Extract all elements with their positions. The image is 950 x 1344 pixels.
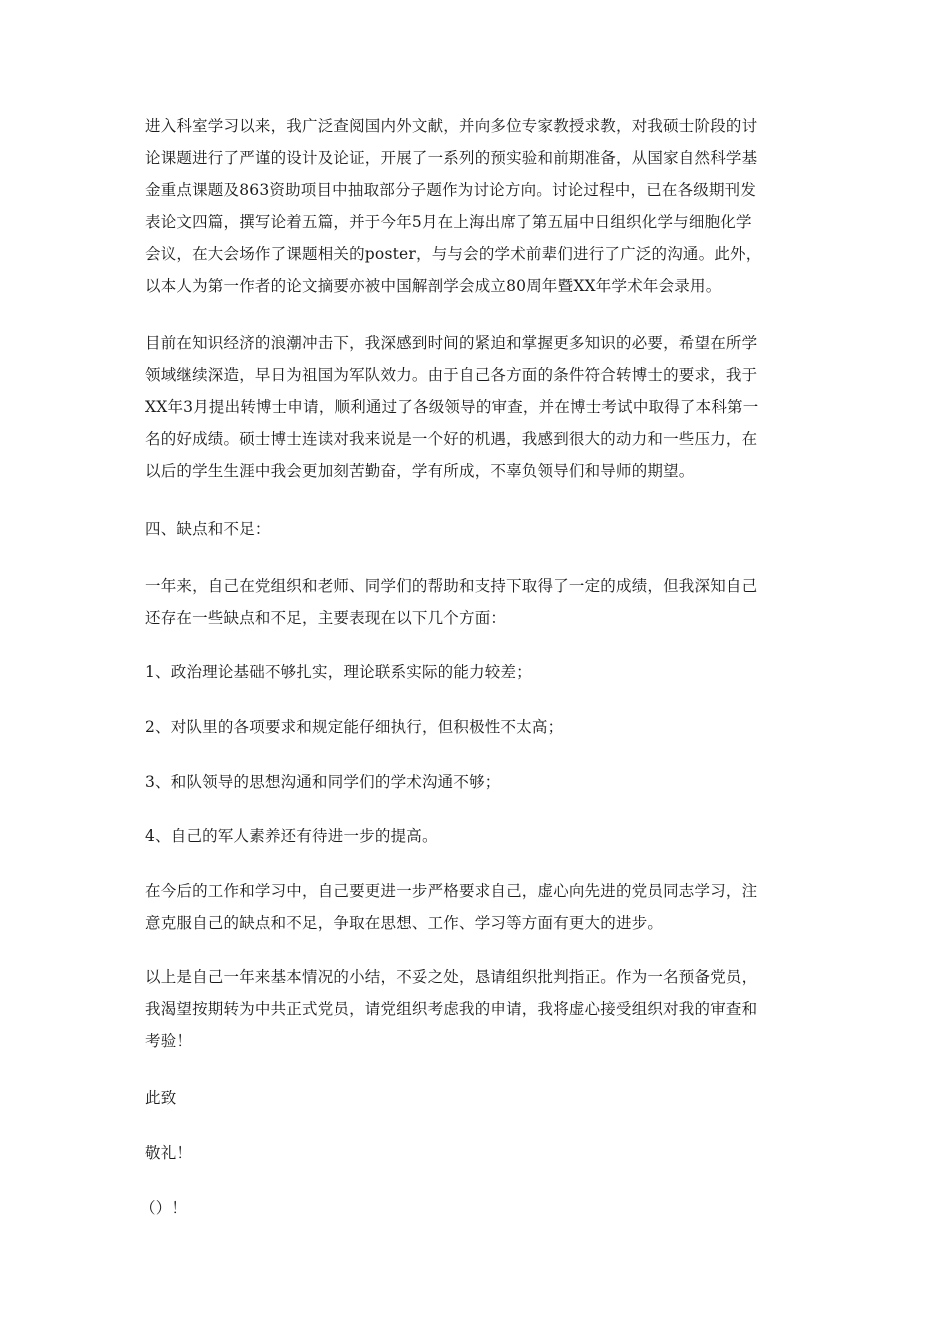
text-line: 进入科室学习以来，我广泛查阅国内外文献，并向多位专家教授求教，对我硕士阶段的讨 xyxy=(145,117,758,135)
text-line: 表论文四篇，撰写论着五篇，并于今年5月在上海出席了第五届中日组织化学与细胞化学 xyxy=(145,213,752,231)
text-line: 我渴望按期转为中共正式党员，请党组织考虑我的申请，我将虚心接受组织对我的审查和 xyxy=(145,1000,758,1018)
text-line: 在今后的工作和学习中，自己要更进一步严格要求自己，虚心向先进的党员同志学习，注 xyxy=(145,882,758,900)
text-line: 领域继续深造，早日为祖国为军队效力。由于自己各方面的条件符合转博士的要求，我于 xyxy=(145,366,758,384)
text-line: 名的好成绩。硕士博士连读对我来说是一个好的机遇，我感到很大的动力和一些压力，在 xyxy=(145,430,758,448)
text-line: 以上是自己一年来基本情况的小结，不妥之处，恳请组织批判指正。作为一名预备党员， xyxy=(145,968,758,986)
list-item-3 xyxy=(145,766,805,798)
text-line: 此致 xyxy=(145,1089,177,1107)
section-heading-shortcomings xyxy=(145,513,805,545)
text-line: 金重点课题及863资助项目中抽取部分子题作为讨论方向。讨论过程中，已在各级期刊发 xyxy=(145,181,757,199)
text-line: 论课题进行了严谨的设计及论证，开展了一系列的预实验和前期准备，从国家自然科学基 xyxy=(145,149,758,167)
text-line: 一年来，自己在党组织和老师、同学们的帮助和支持下取得了一定的成绩，但我深知自己 xyxy=(145,577,758,595)
text-line: 目前在知识经济的浪潮冲击下，我深感到时间的紧迫和掌握更多知识的必要，希望在所学 xyxy=(145,334,758,352)
paragraph-shortcomings-intro xyxy=(145,570,805,634)
text-line: 4、自己的军人素养还有待进一步的提高。 xyxy=(145,827,438,845)
text-line: （）！ xyxy=(140,1199,188,1217)
paragraph-research-progress xyxy=(145,110,805,302)
list-item-4 xyxy=(145,820,805,852)
paragraph-future-plan xyxy=(145,875,805,939)
text-line: 考验！ xyxy=(145,1032,193,1050)
text-line: 3、和队领导的思想沟通和同学们的学术沟通不够； xyxy=(145,773,501,791)
text-line: 以本人为第一作者的论文摘要亦被中国解剖学会成立80周年暨XX年学术年会录用。 xyxy=(145,277,722,295)
closing-placeholder xyxy=(140,1192,800,1224)
text-line: 意克服自己的缺点和不足，争取在思想、工作、学习等方面有更大的进步。 xyxy=(145,914,664,932)
closing-cizhi xyxy=(145,1082,805,1114)
paragraph-summary-request xyxy=(145,961,805,1057)
closing-jingli xyxy=(145,1137,805,1169)
list-item-1 xyxy=(145,656,805,688)
text-line: 四、缺点和不足： xyxy=(145,520,271,538)
text-line: 还存在一些缺点和不足，主要表现在以下几个方面： xyxy=(145,609,507,627)
text-line: 1、政治理论基础不够扎实，理论联系实际的能力较差； xyxy=(145,663,532,681)
text-line: 2、对队里的各项要求和规定能仔细执行，但积极性不太高； xyxy=(145,718,564,736)
paragraph-phd-transfer xyxy=(145,327,805,487)
list-item-2 xyxy=(145,711,805,743)
text-line: XX年3月提出转博士申请，顺利通过了各级领导的审查，并在博士考试中取得了本科第一 xyxy=(145,398,759,416)
text-line: 敬礼！ xyxy=(145,1144,193,1162)
text-line: 以后的学生生涯中我会更加刻苦勤奋，学有所成，不辜负领导们和导师的期望。 xyxy=(145,462,695,480)
text-line: 会议，在大会场作了课题相关的poster，与与会的学术前辈们进行了广泛的沟通。此外， xyxy=(145,245,762,263)
